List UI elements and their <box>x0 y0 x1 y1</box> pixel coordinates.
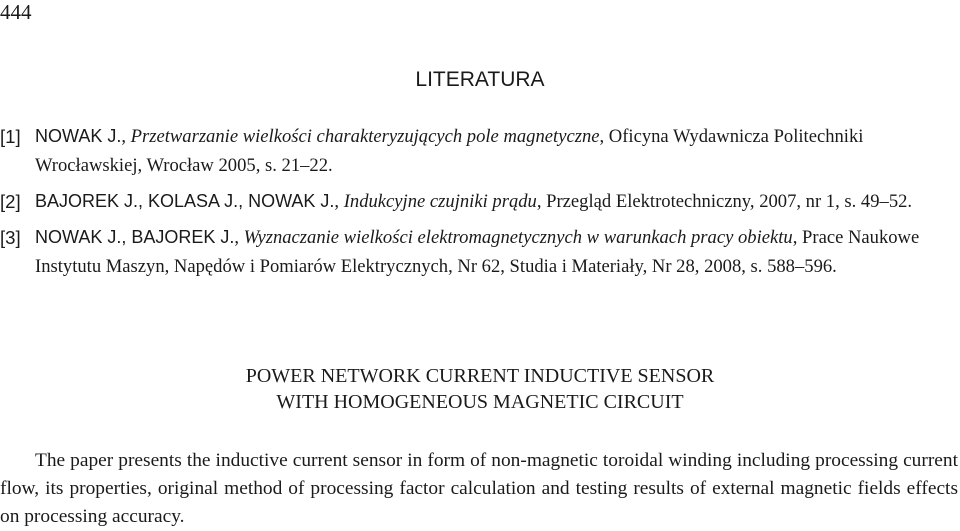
reference-item <box>0 223 960 281</box>
english-title-line-2: WITH HOMOGENEOUS MAGNETIC CIRCUIT <box>276 391 684 413</box>
references-heading-text: LITERATURA <box>415 68 545 91</box>
reference-number: [1] <box>0 126 21 147</box>
reference-authors: NOWAK J., BAJOREK J. <box>35 227 235 247</box>
reference-separator: , <box>334 191 344 212</box>
reference-details: , Przegląd Elektrotechniczny, 2007, nr 1, s. 49–52. <box>536 191 913 212</box>
reference-title: Indukcyjne czujniki prądu <box>343 191 537 212</box>
reference-details: , Prace Naukowe Instytutu Maszyn, Napędów i Pomiarów Elektrycznych, Nr 62, Studia i Materiały, Nr 28, 2008, s. 588–596. <box>35 227 920 277</box>
reference-title: Przetwarzanie wielkości charakteryzujących pole magnetyczne <box>130 126 600 147</box>
reference-separator: , <box>121 126 131 147</box>
references-heading <box>0 67 960 93</box>
reference-title: Wyznaczanie wielkości elektromagnetycznych w warunkach pracy obiektu <box>243 227 793 248</box>
english-title <box>0 363 960 415</box>
reference-details: , Oficyna Wydawnicza Politechniki Wrocławskiej, Wrocław 2005, s. 21–22. <box>35 126 864 176</box>
reference-item <box>0 187 960 216</box>
reference-item <box>0 122 960 180</box>
reference-separator: , <box>234 227 244 248</box>
abstract-text: The paper presents the inductive current sensor in form of non-magnetic toroidal winding including processing current flow, its properties, original method of processing factor calculation and testing results of external magnetic fields effects on processing accuracy. <box>0 450 958 527</box>
reference-authors: BAJOREK J., KOLASA J., NOWAK J. <box>35 191 335 211</box>
page-number: 444 <box>0 0 32 24</box>
reference-list <box>0 122 960 288</box>
reference-number: [2] <box>0 191 21 212</box>
english-title-line-1: POWER NETWORK CURRENT INDUCTIVE SENSOR <box>245 365 715 387</box>
reference-number: [3] <box>0 227 21 248</box>
reference-authors: NOWAK J. <box>35 126 122 146</box>
